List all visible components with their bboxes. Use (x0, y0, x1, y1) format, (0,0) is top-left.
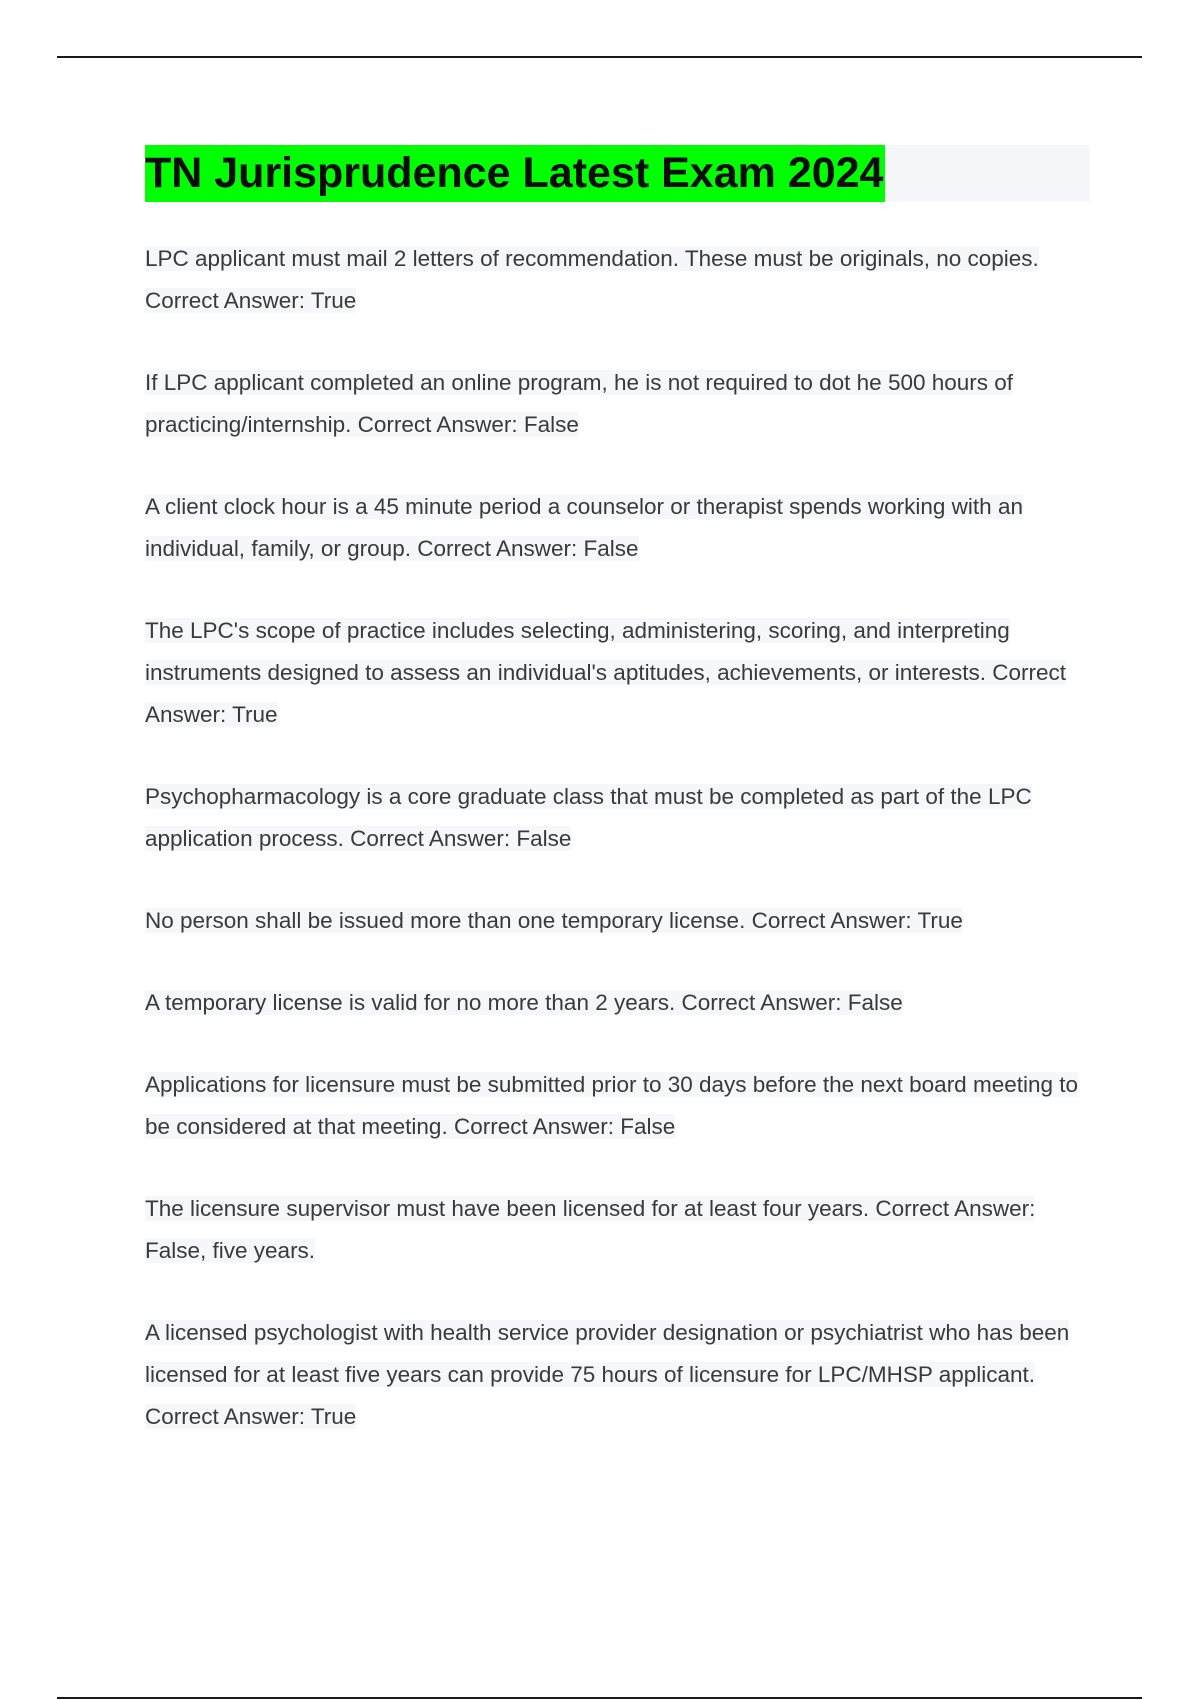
qa-text: The LPC's scope of practice includes selecting, administering, scoring, and interpreting instruments designed to assess an individual's aptitudes, achievements, or interests. Correct Answer: True (145, 618, 1067, 727)
qa-text: The licensure supervisor must have been licensed for at least four years. Correct Answer: False, five years. (145, 1196, 1036, 1263)
qa-text: A client clock hour is a 45 minute period a counselor or therapist spends working with an individual, family, or group. Correct Answer: False (145, 494, 1023, 561)
qa-text: LPC applicant must mail 2 letters of recommendation. These must be originals, no copies. Correct Answer: True (145, 246, 1039, 313)
qa-text: Applications for licensure must be submitted prior to 30 days before the next board meeting to be considered at that meeting. Correct Answer: False (145, 1072, 1079, 1139)
qa-text: Psychopharmacology is a core graduate class that must be completed as part of the LPC application process. Correct Answer: False (145, 784, 1032, 851)
qa-item-8 (145, 1064, 1090, 1148)
qa-item-4 (145, 610, 1090, 736)
title-band (145, 145, 1090, 202)
qa-item-2 (145, 362, 1090, 446)
qa-text: A licensed psychologist with health service provider designation or psychiatrist who has been licensed for at least five years can provide 75 hours of licensure for LPC/MHSP applicant. Correct Answer: True (145, 1320, 1070, 1429)
qa-item-6 (145, 900, 1090, 942)
qa-item-7 (145, 982, 1090, 1024)
qa-item-1 (145, 238, 1090, 322)
qa-item-9 (145, 1188, 1090, 1272)
qa-text: If LPC applicant completed an online program, he is not required to dot he 500 hours of practicing/internship. Correct Answer: False (145, 370, 1014, 437)
qa-item-3 (145, 486, 1090, 570)
qa-item-5 (145, 776, 1090, 860)
document-body (145, 145, 1090, 1478)
qa-text: No person shall be issued more than one temporary license. Correct Answer: True (145, 908, 963, 933)
document-title: TN Jurisprudence Latest Exam 2024 (145, 145, 885, 202)
qa-item-10 (145, 1312, 1090, 1438)
top-rule (57, 56, 1142, 58)
qa-text: A temporary license is valid for no more than 2 years. Correct Answer: False (145, 990, 903, 1015)
bottom-rule (57, 1697, 1142, 1699)
